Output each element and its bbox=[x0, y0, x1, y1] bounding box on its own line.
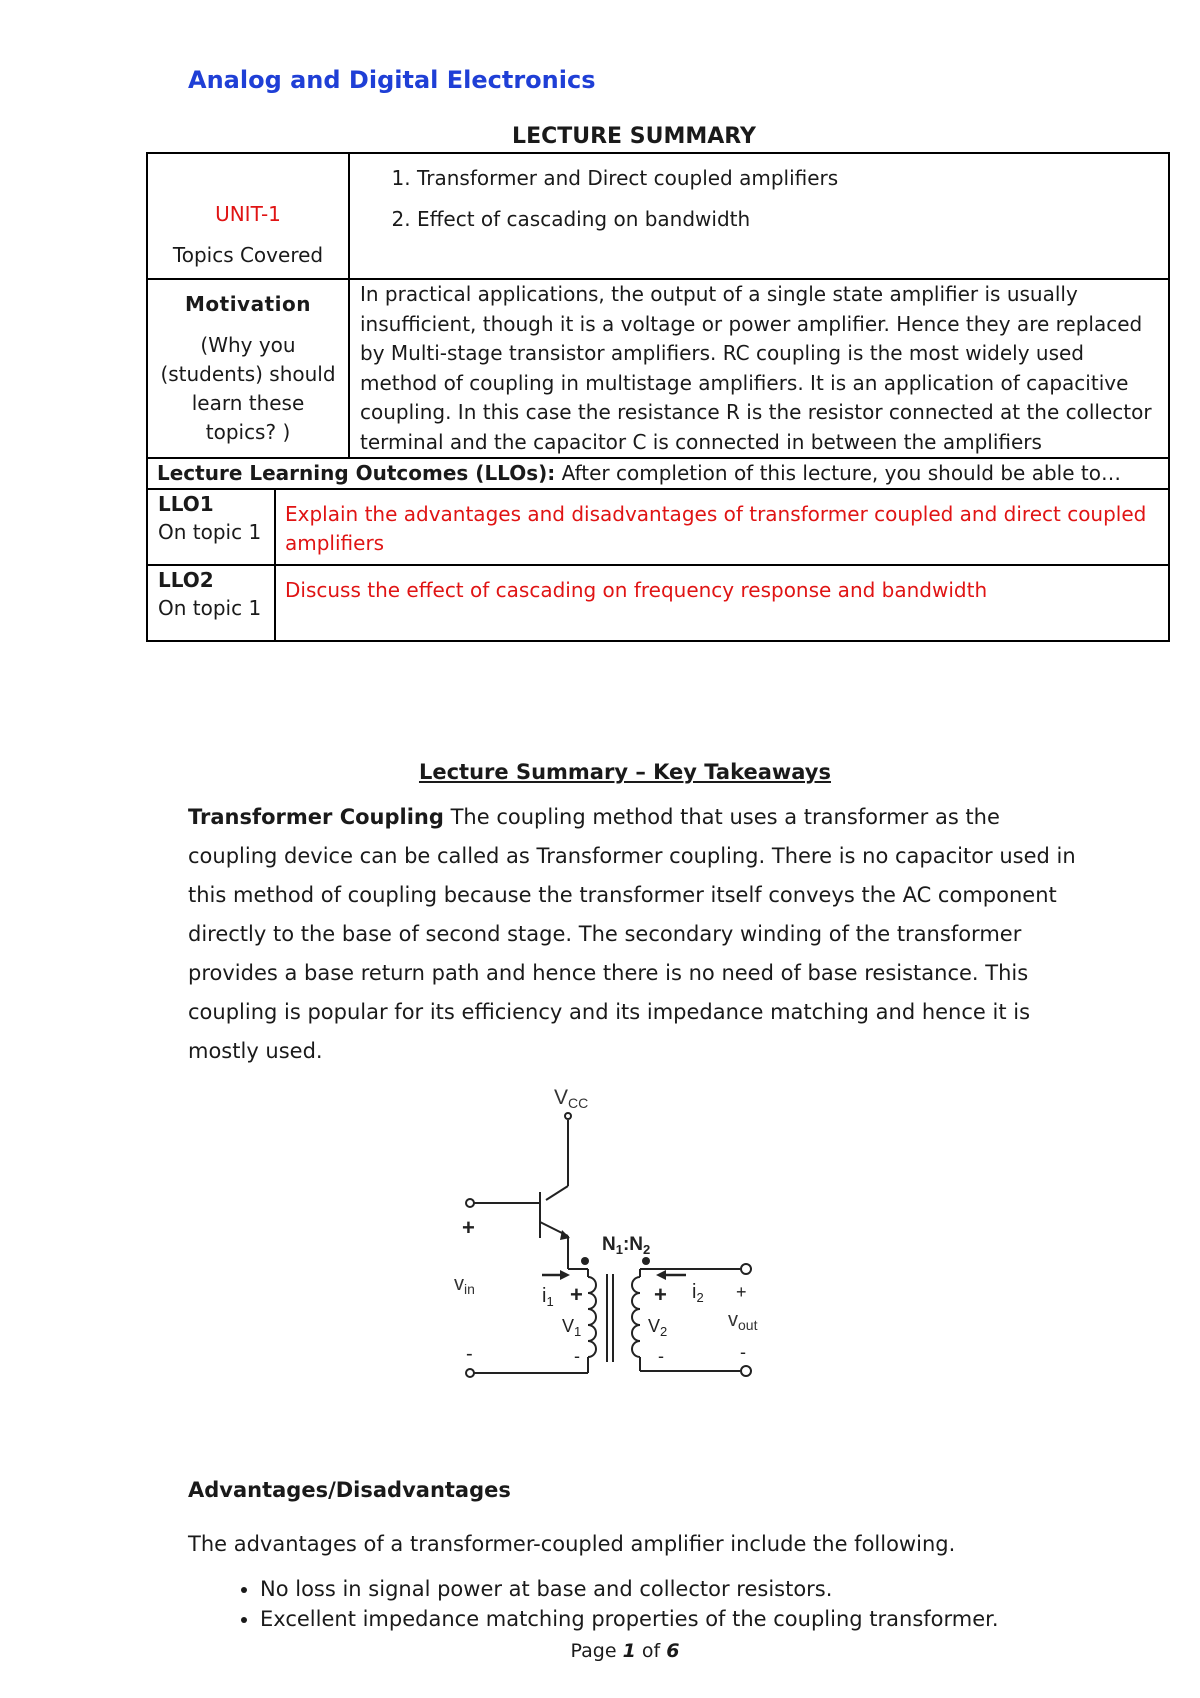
page-footer bbox=[0, 1640, 1200, 1662]
advantages-intro: The advantages of a transformer-coupled amplifier include the following. bbox=[188, 1532, 956, 1556]
vin-label: $v_{in}$ bbox=[454, 1273, 475, 1297]
llo-id-cell bbox=[147, 489, 275, 565]
transformer-coupling-paragraph bbox=[188, 798, 1088, 1071]
llo-heading-row bbox=[147, 458, 1169, 489]
topic-item: 2. Effect of cascading on bandwidth bbox=[417, 205, 1159, 234]
i1-label: $i_1$ bbox=[542, 1285, 554, 1309]
page-word: Page bbox=[570, 1640, 623, 1662]
list-item: • No loss in signal power at base and collector resistors. bbox=[260, 1574, 999, 1604]
motivation-row bbox=[147, 279, 1169, 458]
page-total: 6 bbox=[666, 1640, 680, 1662]
v1-minus-label: - bbox=[574, 1346, 580, 1366]
llo-heading: Lecture Learning Outcomes (LLOs): bbox=[157, 461, 556, 485]
advantages-list bbox=[220, 1574, 999, 1634]
v2-label: $V_2$ bbox=[648, 1316, 668, 1339]
vin-plus-label: + bbox=[462, 1215, 475, 1240]
vin-minus-label: - bbox=[466, 1343, 473, 1365]
llo-text: Discuss the effect of cascading on frequency response and bandwidth bbox=[275, 565, 1169, 641]
llo-row bbox=[147, 565, 1169, 641]
llo-intro: After completion of this lecture, you should be able to… bbox=[555, 461, 1121, 485]
topics-covered-label: Topics Covered bbox=[172, 243, 324, 267]
unit-row bbox=[147, 153, 1169, 279]
i2-label: $i_2$ bbox=[692, 1281, 704, 1305]
vout-plus-label: + bbox=[736, 1282, 747, 1302]
transformer-coupled-circuit-diagram bbox=[440, 1080, 800, 1380]
topics-cell bbox=[349, 153, 1169, 279]
transformer-coupling-text: The coupling method that uses a transformer as the coupling device can be called as Transformer coupling. There is no capacitor used in this method of coupling because the transformer itself conveys the AC component directly to the base of second stage. The secondary winding of the transformer provides a base return path and hence there is no need of base resistance. This coupling is popular for its efficiency and its impedance matching and hence it is mostly used. bbox=[188, 805, 1076, 1063]
motivation-subtitle: (Why you (students) should learn these topics? ) bbox=[160, 333, 336, 444]
motivation-title: Motivation bbox=[185, 292, 311, 316]
lecture-summary-table bbox=[146, 152, 1170, 642]
of-word: of bbox=[635, 1640, 667, 1662]
page-number: 1 bbox=[622, 1640, 636, 1662]
llo-topic: On topic 1 bbox=[158, 596, 262, 620]
llo-text: Explain the advantages and disadvantages of transformer coupled and direct coupled amplifiers bbox=[275, 489, 1169, 565]
llo-row bbox=[147, 489, 1169, 565]
v2-minus-label: - bbox=[658, 1346, 664, 1366]
llo-id: LLO1 bbox=[158, 492, 214, 516]
motivation-text: In practical applications, the output of a single state amplifier is usually insufficient, though it is a voltage or power amplifier. Hence they are replaced by Multi-stage transistor amplifiers. RC coupling is the most widely used method of coupling in multistage amplifiers. It is an application of capacitive coupling. In this case the resistance R is the resistor connected at the collector terminal and the capacitor C is connected in between the amplifiers bbox=[349, 279, 1169, 458]
unit-label: UNIT-1 bbox=[215, 202, 281, 226]
topic-item: 1. Transformer and Direct coupled amplifiers bbox=[417, 164, 1159, 193]
transformer-coupling-term: Transformer Coupling bbox=[188, 805, 444, 829]
document-title: Analog and Digital Electronics bbox=[188, 66, 596, 94]
vcc-label: VCC bbox=[554, 1086, 589, 1111]
motivation-cell bbox=[147, 279, 349, 458]
lecture-summary-heading: LECTURE SUMMARY bbox=[512, 124, 756, 149]
v1-label: $V_1$ bbox=[562, 1316, 582, 1339]
llo-id: LLO2 bbox=[158, 568, 214, 592]
topics-list bbox=[359, 164, 1159, 234]
v2-plus-label: + bbox=[654, 1282, 667, 1307]
llo-topic: On topic 1 bbox=[158, 520, 262, 544]
vout-label: $v_{out}$ bbox=[728, 1309, 758, 1333]
llo-heading-cell bbox=[147, 458, 1169, 489]
key-takeaways-heading: Lecture Summary – Key Takeaways bbox=[418, 760, 831, 784]
vout-minus-label: - bbox=[740, 1342, 746, 1362]
v1-plus-label: + bbox=[570, 1282, 583, 1307]
turns-ratio-label: $N_1:N_2$ bbox=[602, 1234, 651, 1257]
advantages-heading: Advantages/Disadvantages bbox=[188, 1478, 511, 1502]
llo-id-cell bbox=[147, 565, 275, 641]
unit-cell bbox=[147, 153, 349, 279]
list-item: • Excellent impedance matching properties of the coupling transformer. bbox=[260, 1604, 999, 1634]
